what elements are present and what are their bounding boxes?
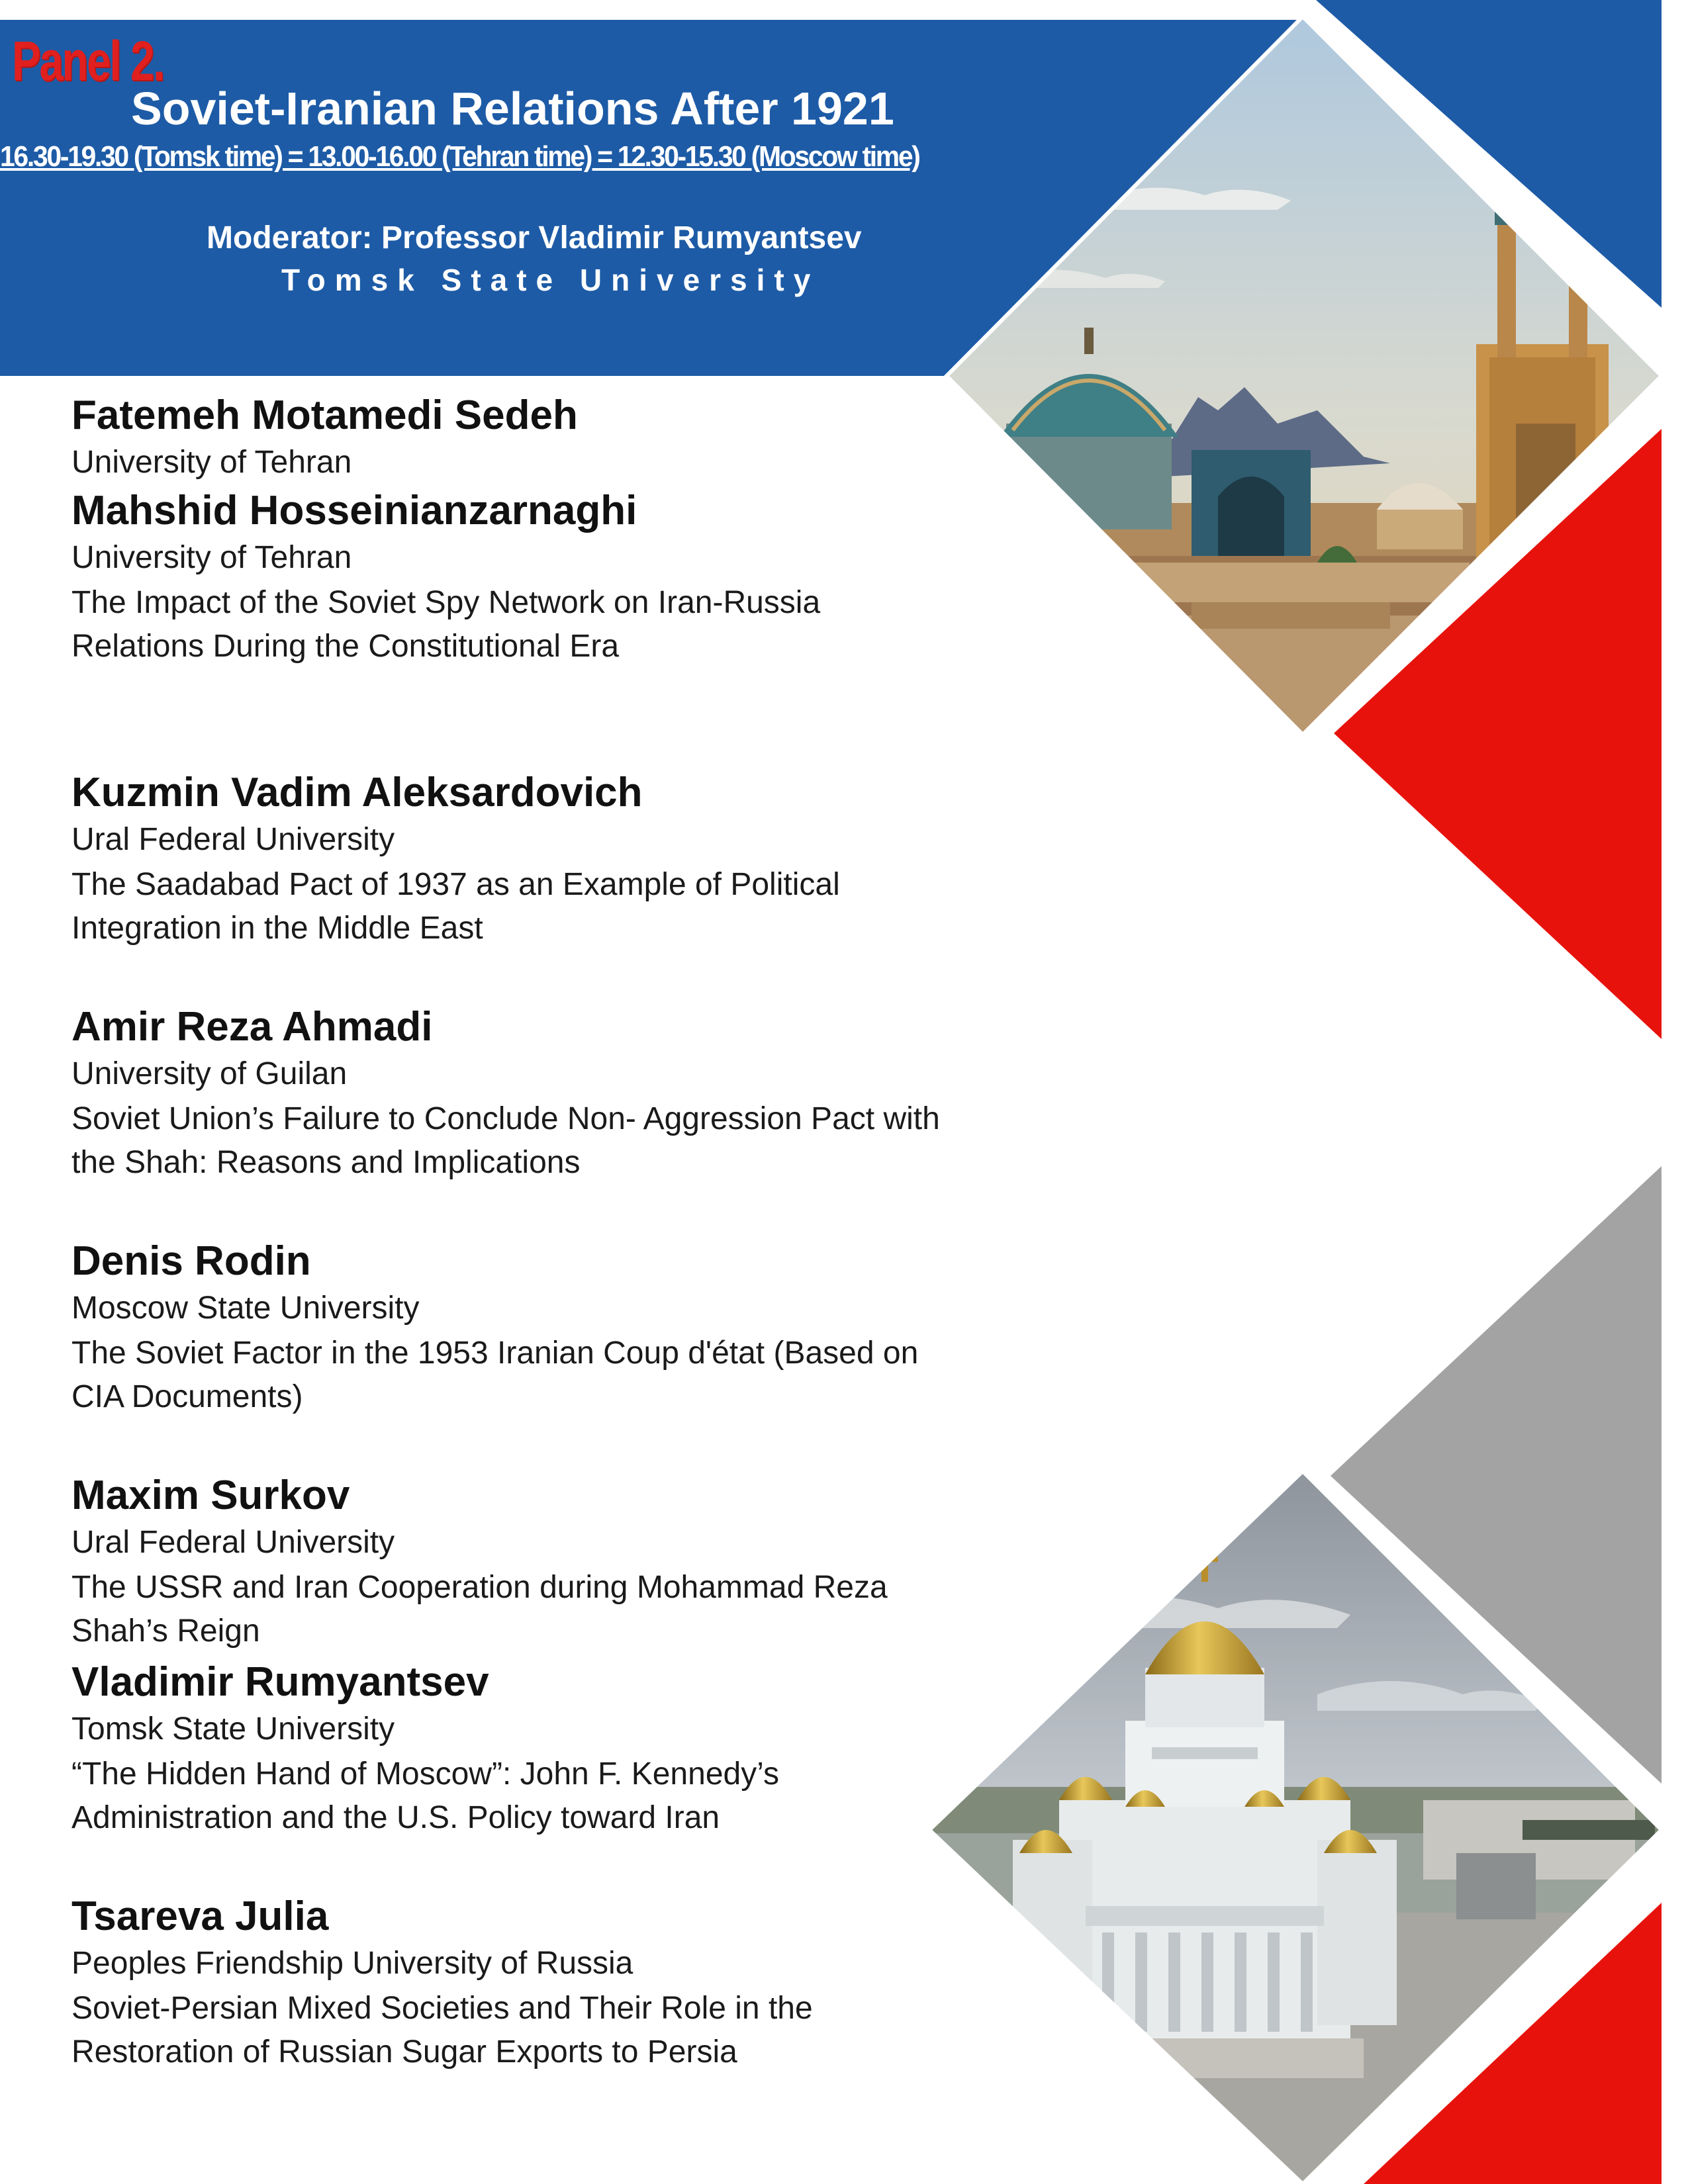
panel-label: Panel 2. [12, 30, 164, 92]
moderator-affiliation: Tomsk State University [281, 263, 820, 297]
talk-title: The Soviet Factor in the 1953 Iranian Coup d'état (Based on CIA Documents) [71, 1336, 919, 1414]
speaker-affiliation: Ural Federal University [71, 1525, 395, 1560]
speaker-entry [71, 1003, 945, 1185]
speaker-entry [71, 1472, 945, 1653]
talk-title: Soviet Union’s Failure to Conclude Non- Aggression Pact with the Shah: Reasons and Implications [71, 1101, 940, 1180]
speaker-name: Vladimir Rumyantsev [71, 1659, 489, 1705]
speaker-affiliation: Peoples Friendship University of Russia [71, 1946, 633, 1981]
speaker-entry [71, 392, 945, 486]
talk-title: Soviet-Persian Mixed Societies and Their Role in the Restoration of Russian Sugar Exports to Persia [71, 1991, 813, 2070]
panel-title: Soviet-Iranian Relations After 1921 [131, 83, 894, 134]
speaker-affiliation: Moscow State University [71, 1291, 420, 1326]
speaker-affiliation: University of Tehran [71, 445, 352, 480]
panel-times: 16.30-19.30 (Tomsk time) = 13.00-16.00 (Tehran time) = 12.30-15.30 (Moscow time) [0, 140, 919, 173]
speaker-entry [71, 487, 945, 668]
speaker-name: Fatemeh Motamedi Sedeh [71, 392, 578, 438]
speaker-entry [71, 1659, 945, 1840]
speaker-affiliation: Ural Federal University [71, 822, 395, 857]
talk-title: The USSR and Iran Cooperation during Mohammad Reza Shah’s Reign [71, 1570, 888, 1649]
moderator: Moderator: Professor Vladimir Rumyantsev [207, 220, 862, 255]
speaker-affiliation: Tomsk State University [71, 1711, 395, 1747]
speaker-entry [71, 1893, 945, 2074]
speaker-name: Kuzmin Vadim Aleksardovich [71, 770, 643, 815]
panel-header [0, 0, 1033, 344]
talk-title: The Saadabad Pact of 1937 as an Example of Political Integration in the Middle East [71, 867, 840, 946]
speaker-name: Tsareva Julia [71, 1893, 329, 1939]
speaker-entry [71, 769, 945, 950]
speaker-name: Denis Rodin [71, 1238, 311, 1284]
speaker-entry [71, 1238, 945, 1419]
speaker-affiliation: University of Guilan [71, 1056, 348, 1091]
speaker-name: Maxim Surkov [71, 1473, 350, 1518]
speaker-name: Amir Reza Ahmadi [71, 1004, 433, 1050]
talk-title: The Impact of the Soviet Spy Network on Iran-Russia Relations During the Constitutional Era [71, 585, 821, 664]
talk-title: “The Hidden Hand of Moscow”: John F. Kennedy’s Administration and the U.S. Policy toward Iran [71, 1756, 780, 1835]
speaker-affiliation: University of Tehran [71, 540, 352, 575]
speaker-name: Mahshid Hosseinianzarnaghi [71, 488, 637, 533]
